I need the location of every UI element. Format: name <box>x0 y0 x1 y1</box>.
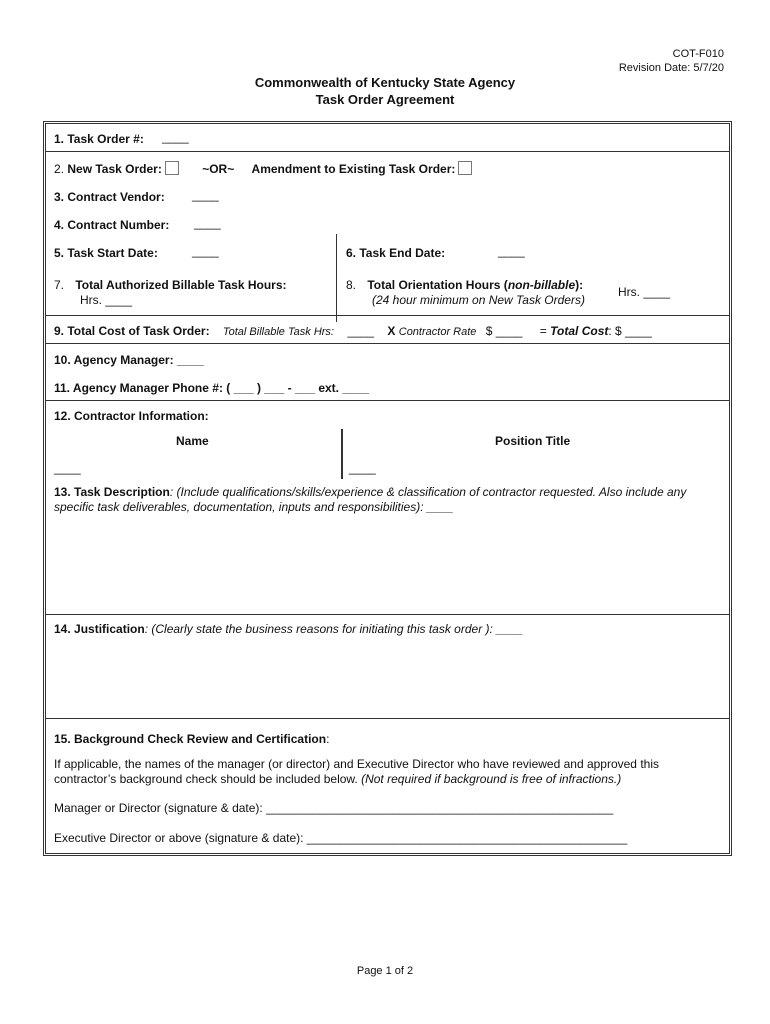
title-line-2: Task Order Agreement <box>315 92 455 107</box>
orientation-hours-blank[interactable]: Hrs. ____ <box>618 285 671 299</box>
revision-date: Revision Date: 5/7/20 <box>618 62 724 74</box>
task-start-date-blank[interactable]: ____ <box>192 244 219 258</box>
field-number: 7. <box>54 278 65 292</box>
task-order-number-label: 1. Task Order #: <box>54 132 144 146</box>
contractor-rate-label: Contractor Rate <box>398 326 477 338</box>
document-title <box>0 74 770 108</box>
task-description-instructions: : (Include qualifications/skills/experience & classification of contractor requested. Also include any specific task deliverables, documentation, inputs and responsibilities): ____ <box>54 485 687 514</box>
contractor-position-blank[interactable]: ____ <box>349 461 376 475</box>
total-cost-result-label: Total Cost <box>550 324 609 338</box>
page-number: Page 1 of 2 <box>356 965 414 977</box>
task-end-date-label: 6. Task End Date: <box>346 246 446 260</box>
task-description-label: 13. Task Description <box>54 485 170 499</box>
divider <box>46 400 729 401</box>
billable-hours-label: Total Authorized Billable Task Hours: <box>75 278 287 292</box>
divider <box>46 614 729 615</box>
amendment-label: Amendment to Existing Task Order: <box>251 162 456 176</box>
billable-hrs-label: Total Billable Task Hrs: <box>222 326 334 338</box>
field-number: 2. <box>54 162 65 176</box>
justification-field[interactable] <box>54 622 523 636</box>
background-check-heading: 15. Background Check Review and Certification: <box>54 732 330 746</box>
agency-manager-field[interactable]: 10. Agency Manager: ____ <box>54 353 204 367</box>
amendment-checkbox[interactable] <box>458 161 472 175</box>
total-cost-label: 9. Total Cost of Task Order: <box>54 324 210 338</box>
executive-signature-line[interactable]: Executive Director or above (signature & date): ________________________________________________ <box>54 831 628 845</box>
orientation-hours-note: (24 hour minimum on New Task Orders) <box>372 293 585 307</box>
justification-instructions: : (Clearly state the business reasons for initiating this task order ): ____ <box>144 622 523 636</box>
contract-number-blank[interactable]: ____ <box>194 216 221 230</box>
billable-hours-field <box>54 278 287 292</box>
multiply-sign: X <box>387 324 396 338</box>
billable-hours-blank[interactable]: Hrs. ____ <box>80 293 133 307</box>
task-start-date-label: 5. Task Start Date: <box>54 246 158 260</box>
contractor-info-label: 12. Contractor Information: <box>54 409 209 423</box>
new-task-order-label: New Task Order: <box>67 162 162 176</box>
column-divider <box>341 429 343 479</box>
background-check-note: (Not required if background is free of infractions.) <box>361 772 622 786</box>
agency-manager-phone-field[interactable]: 11. Agency Manager Phone #: ( ___ ) ___ - ___ ext. ____ <box>54 381 370 395</box>
form-id: COT-F010 <box>672 48 724 60</box>
contract-vendor-blank[interactable]: ____ <box>192 188 219 202</box>
name-column-header: Name <box>176 434 209 448</box>
background-check-label: 15. Background Check Review and Certification <box>54 732 327 746</box>
orientation-hours-label: Total Orientation Hours (non-billable): <box>367 278 584 292</box>
title-line-1: Commonwealth of Kentucky State Agency <box>254 75 516 90</box>
task-order-form <box>43 121 732 856</box>
divider <box>46 315 729 316</box>
field-number: 8. <box>346 278 357 292</box>
contractor-name-blank[interactable]: ____ <box>54 461 81 475</box>
manager-signature-line[interactable]: Manager or Director (signature & date): ____________________________________________________ <box>54 801 614 815</box>
contract-number-label: 4. Contract Number: <box>54 218 170 232</box>
task-order-number-blank[interactable]: ____ <box>162 130 189 144</box>
rate-blank[interactable]: $ ____ <box>485 324 523 338</box>
new-task-order-checkbox[interactable] <box>165 161 179 175</box>
column-divider <box>336 234 337 322</box>
divider <box>46 343 729 344</box>
orientation-hours-field <box>346 278 583 292</box>
total-cost-line <box>54 324 652 338</box>
or-separator: ~OR~ <box>202 162 235 176</box>
form-header-info <box>619 47 724 75</box>
new-task-order-line <box>54 161 472 176</box>
contract-vendor-label: 3. Contract Vendor: <box>54 190 165 204</box>
equals-sign: = <box>539 324 547 338</box>
total-cost-blank[interactable]: : $ ____ <box>608 324 652 338</box>
position-title-column-header: Position Title <box>495 434 571 448</box>
divider <box>46 718 729 719</box>
background-check-paragraph: If applicable, the names of the manager (or director) and Executive Director who have reviewed and approved this contractor’s background check should be included below. (Not required if background is free of infractions.) <box>54 757 659 786</box>
task-end-date-blank[interactable]: ____ <box>498 244 525 258</box>
billable-hrs-blank[interactable]: ____ <box>347 324 375 338</box>
task-description-field[interactable] <box>54 485 719 515</box>
divider <box>46 151 729 152</box>
justification-label: 14. Justification <box>54 622 145 636</box>
